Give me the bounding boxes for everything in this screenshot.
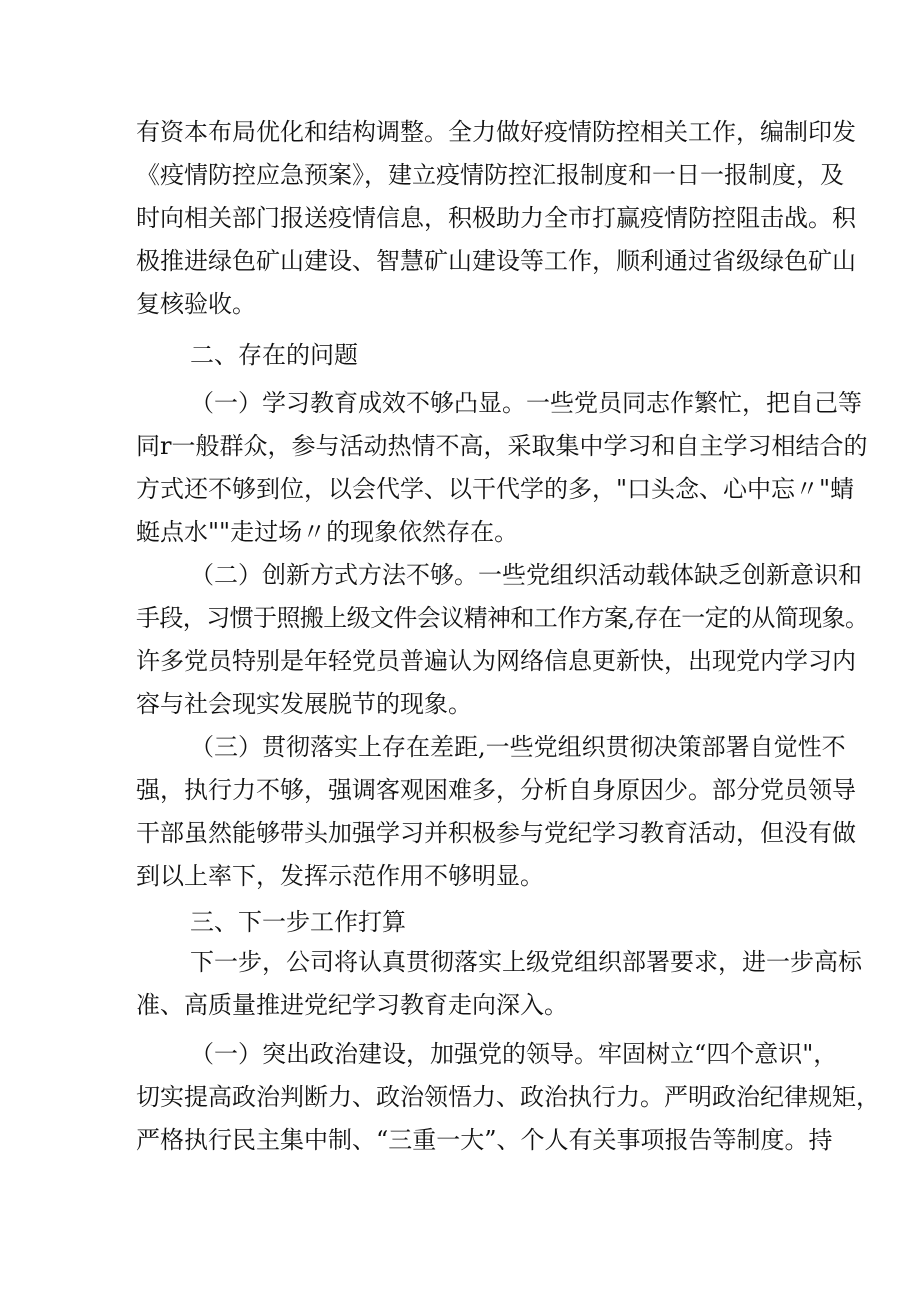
paragraph-line: 手段，习惯于照搬上级文件会议精神和工作方案,存在一定的从简现象。 bbox=[136, 604, 869, 632]
section-heading: 二、存在的问题 bbox=[190, 341, 358, 369]
paragraph-line: 极推进绿色矿山建设、智慧矿山建设等工作，顺利通过省级绿色矿山 bbox=[136, 247, 856, 275]
paragraph-line: 蜓点水""走过场〃的现象依然存在。 bbox=[136, 518, 519, 546]
paragraph-line: 许多党员特别是年轻党员普遍认为网络信息更新快，出现党内学习内 bbox=[136, 647, 856, 675]
paragraph-line: 复核验收。 bbox=[136, 290, 256, 318]
paragraph-line: 有资本布局优化和结构调整。全力做好疫情防控相关工作，编制印发 bbox=[136, 118, 856, 146]
paragraph-line: 容与社会现实发展脱节的现象。 bbox=[136, 690, 472, 718]
section-heading: 三、下一步工作打算 bbox=[190, 908, 406, 936]
paragraph-line: （二）创新方式方法不够。一些党组织活动载体缺乏创新意识和 bbox=[190, 561, 862, 589]
paragraph-line: 切实提高政治判断力、政治领悟力、政治执行力。严明政治纪律规矩， bbox=[136, 1083, 880, 1111]
paragraph-line: 强，执行力不够，强调客观困难多，分析自身原因少。部分党员领导 bbox=[136, 776, 856, 804]
paragraph-line: （一）学习教育成效不够凸显。一些党员同志作繁忙，把自己等 bbox=[190, 389, 862, 417]
paragraph-line: 《疫情防控应急预案》，建立疫情防控汇报制度和一日一报制度，及 bbox=[136, 161, 844, 189]
paragraph-line: （一）突出政治建设，加强党的领导。牢固树立“四个意识"， bbox=[190, 1040, 838, 1068]
paragraph-line: （三）贯彻落实上存在差距,一些党组织贯彻决策部署自觉性不 bbox=[190, 733, 846, 761]
paragraph-line: 干部虽然能够带头加强学习并积极参与党纪学习教育活动，但没有做 bbox=[136, 819, 856, 847]
paragraph-line: 到以上率下，发挥示范作用不够明显。 bbox=[136, 862, 544, 890]
paragraph-line: 时向相关部门报送疫情信息，积极助力全市打赢疫情防控阻击战。积 bbox=[136, 204, 856, 232]
paragraph-line: 严格执行民主集中制、“三重一大”、个人有关事项报告等制度。持 bbox=[136, 1126, 833, 1154]
paragraph-line: 方式还不够到位，以会代学、以干代学的多，"口头念、心中忘〃"蜻 bbox=[136, 475, 855, 503]
paragraph-line: 同r一般群众，参与活动热情不高，采取集中学习和自主学习相结合的 bbox=[136, 432, 868, 460]
paragraph-line: 下一步，公司将认真贯彻落实上级党组织部署要求，进一步高标 bbox=[190, 948, 862, 976]
paragraph-line: 准、高质量推进党纪学习教育走向深入。 bbox=[136, 991, 568, 1019]
